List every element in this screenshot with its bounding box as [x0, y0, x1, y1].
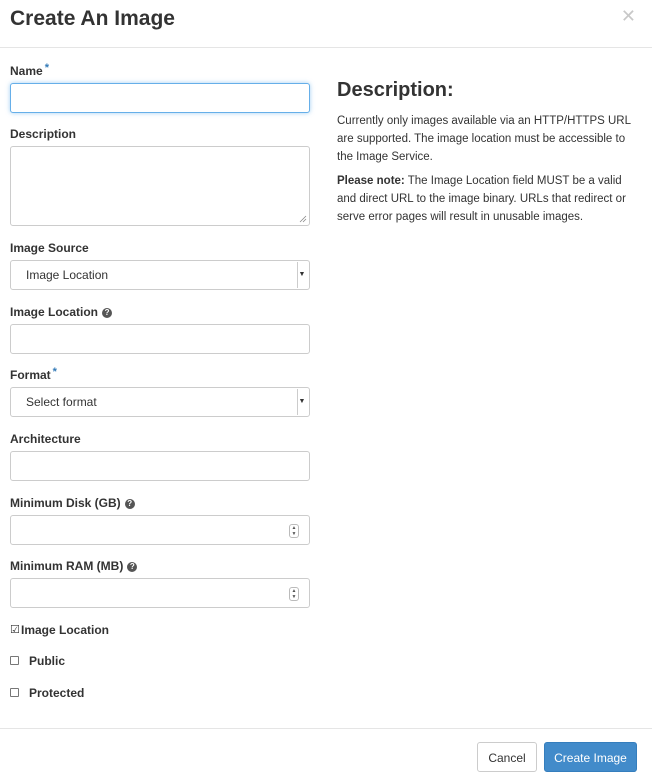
create-image-button[interactable]: Create Image: [544, 742, 637, 772]
modal-header: [0, 0, 652, 48]
description-panel: [337, 78, 637, 232]
checkbox-image-location-label: Image Location: [21, 623, 110, 637]
spinner-arrows-icon[interactable]: ▲ ▼: [289, 587, 299, 601]
caret-down-icon: ▼: [297, 389, 306, 415]
format-select[interactable]: [10, 387, 310, 417]
modal-footer: [0, 728, 652, 784]
architecture-label: Architecture: [10, 432, 81, 446]
minimum-disk-label: Minimum Disk (GB) ?: [10, 496, 135, 511]
image-source-label: Image Source: [10, 241, 89, 255]
minimum-ram-label: Minimum RAM (MB) ?: [10, 559, 137, 574]
image-location-label: Image Location ?: [10, 305, 112, 320]
name-input[interactable]: [10, 83, 310, 113]
note-label: Please note:: [337, 175, 405, 187]
note-text: The Image Location field MUST be a valid and direct URL to the image binary. URLs that redirect or serve error pages will result in unusable images.: [337, 175, 626, 223]
image-source-select[interactable]: [10, 260, 310, 290]
spinner-arrows-icon[interactable]: ▲ ▼: [289, 524, 299, 538]
description-paragraph: Currently only images available via an HTTP/HTTPS URL are supported. The image location must be accessible to the Image Service.: [337, 115, 631, 163]
checkbox-box[interactable]: [10, 656, 19, 665]
caret-down-icon: ▼: [297, 262, 306, 288]
minimum-ram-input[interactable]: [10, 578, 310, 608]
checkbox-image-location[interactable]: [10, 623, 109, 637]
description-note: [337, 172, 637, 226]
checkmark-icon[interactable]: ☑: [10, 624, 20, 637]
checkbox-public-label: Public: [29, 654, 66, 668]
minimum-disk-input[interactable]: [10, 515, 310, 545]
description-label: Description: [10, 127, 77, 141]
format-label: Format *: [10, 366, 57, 382]
name-label: Name *: [10, 62, 49, 78]
resize-grip-icon[interactable]: [299, 215, 307, 223]
modal-title: Create An Image: [10, 7, 175, 30]
checkbox-protected[interactable]: [10, 686, 84, 700]
checkbox-public[interactable]: [10, 654, 65, 668]
question-circle-icon[interactable]: ?: [125, 499, 135, 509]
close-icon[interactable]: ✕: [620, 6, 636, 26]
checkbox-box[interactable]: [10, 688, 19, 697]
image-location-input[interactable]: [10, 324, 310, 354]
description-panel-title: Description:: [337, 79, 454, 101]
format-selected: Select format: [26, 395, 97, 409]
description-textarea[interactable]: [10, 146, 310, 226]
required-marker: *: [44, 62, 49, 74]
name-group: [10, 64, 49, 79]
checkbox-protected-label: Protected: [29, 686, 85, 700]
required-marker: *: [52, 366, 57, 378]
image-source-selected: Image Location: [26, 268, 109, 282]
cancel-button[interactable]: Cancel: [477, 742, 537, 772]
question-circle-icon[interactable]: ?: [127, 562, 137, 572]
question-circle-icon[interactable]: ?: [102, 308, 112, 318]
architecture-input[interactable]: [10, 451, 310, 481]
